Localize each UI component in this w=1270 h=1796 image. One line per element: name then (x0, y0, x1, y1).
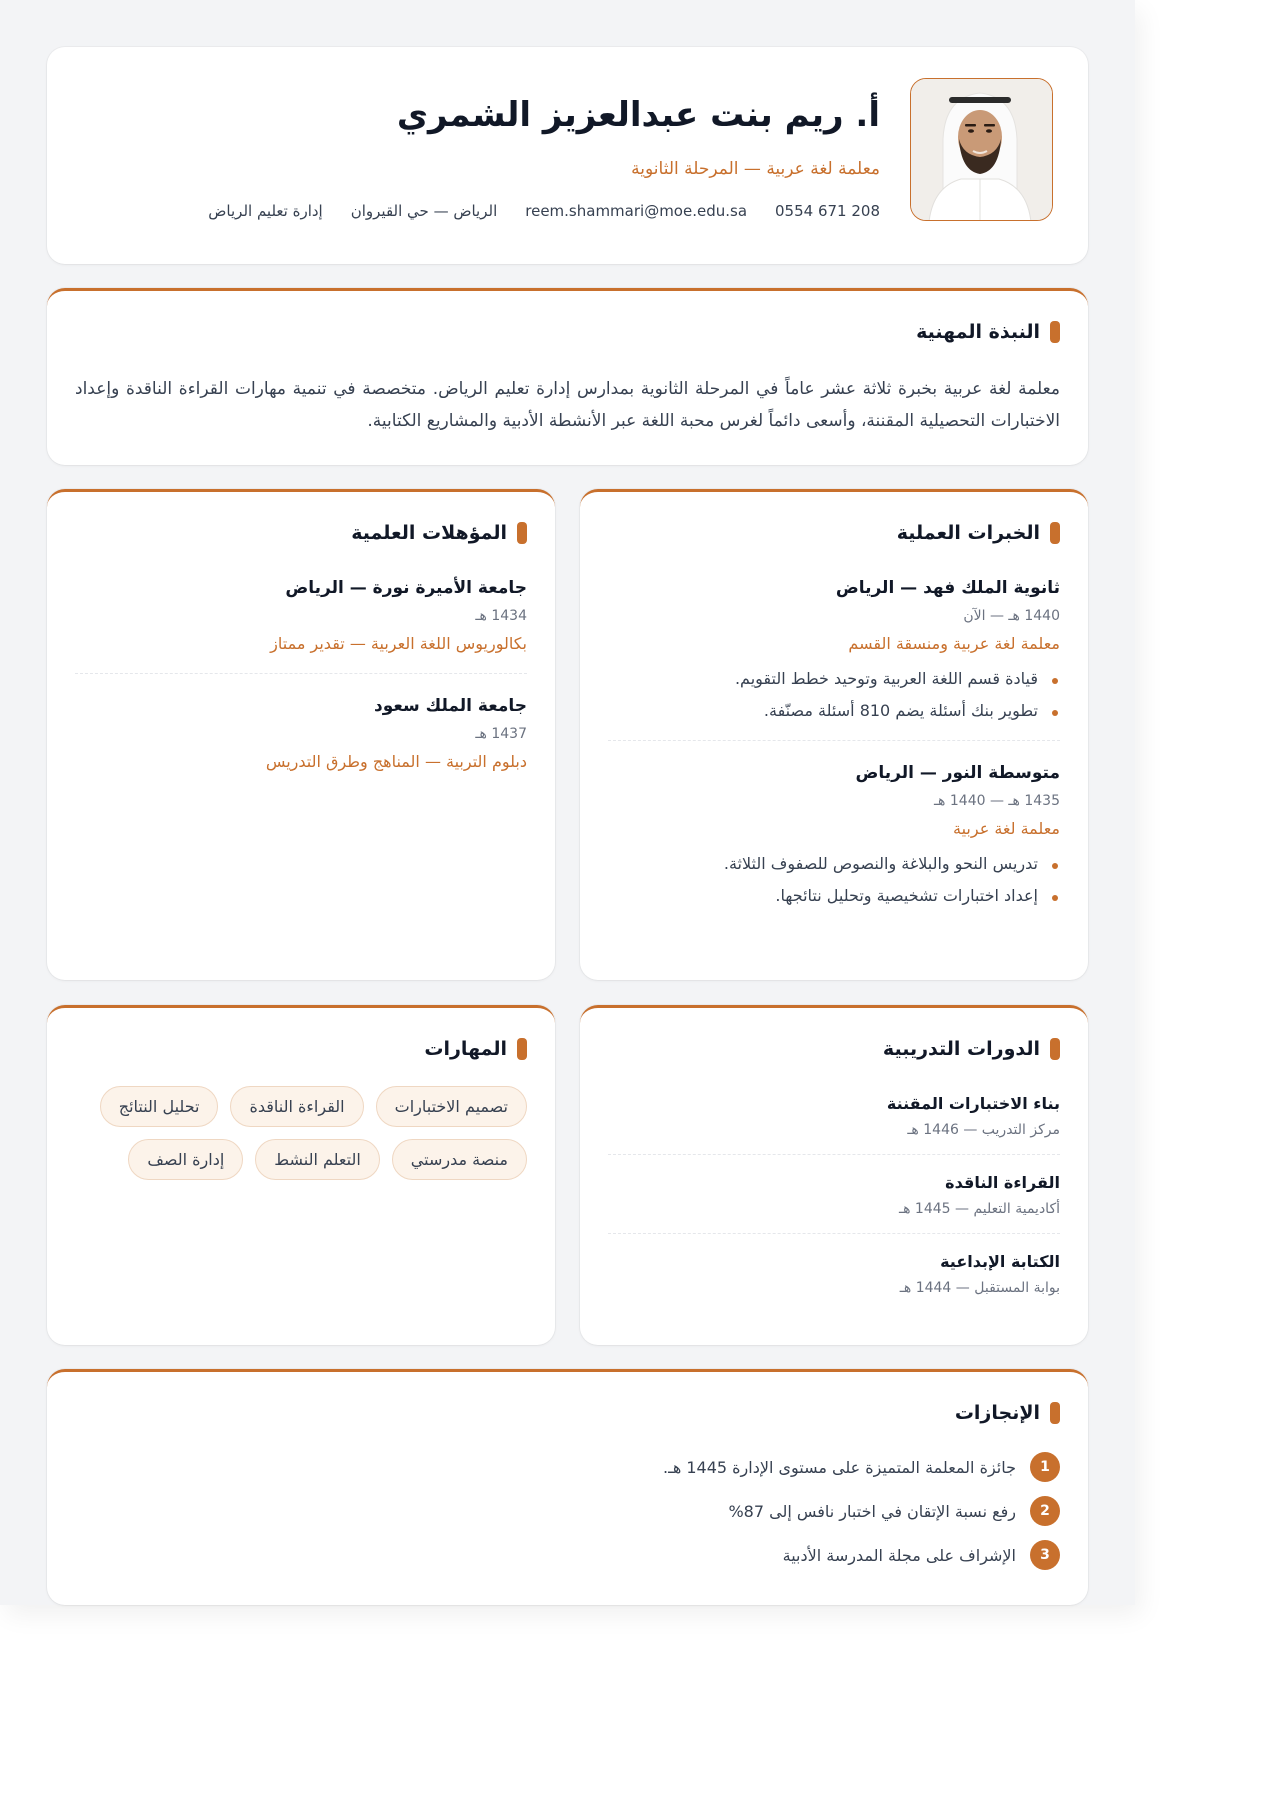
work-role: معلمة لغة عربية ومنسقة القسم (848, 634, 1060, 653)
achievement-text: جائزة المعلمة المتميزة على مستوى الإدارة 1445 هـ. (663, 1457, 1016, 1477)
section-title (424, 1038, 527, 1060)
summary-card (47, 288, 1088, 465)
skills-card (47, 1005, 555, 1345)
achievement-text: رفع نسبة الإتقان في اختبار نافس إلى 87% (728, 1501, 1016, 1521)
education-card (47, 489, 555, 980)
person-name: أ. ريم بنت عبدالعزيز الشمري (396, 95, 880, 135)
achievement-list (75, 1452, 1060, 1584)
work-role: معلمة لغة عربية (953, 819, 1060, 838)
duty-item: تطوير بنك أسئلة يضم 810 أسئلة مصنّفة. (608, 701, 1038, 720)
achievement-text: الإشراف على مجلة المدرسة الأدبية (782, 1545, 1016, 1565)
skill-chip: تصميم الاختبارات (376, 1086, 527, 1127)
duty-list (608, 854, 1060, 905)
experience-item (608, 578, 1060, 741)
course-title: بناء الاختبارات المقننة (886, 1094, 1060, 1113)
degree-name: دبلوم التربية — المناهج وطرق التدريس (265, 752, 527, 771)
job-title: معلمة لغة عربية — المرحلة الثانوية (631, 159, 880, 179)
section-title (955, 1402, 1060, 1424)
course-meta: أكاديمية التعليم — 1445 هـ (898, 1201, 1060, 1217)
portrait-photo-icon (910, 79, 1052, 221)
achievement-item (75, 1496, 1060, 1526)
office-text: إدارة تعليم الرياض (208, 202, 323, 220)
work-date: 1440 هـ — الآن (963, 608, 1060, 624)
work-date: 1435 هـ — 1440 هـ (933, 793, 1060, 809)
summary-text: معلمة لغة عربية بخبرة ثلاثة عشر عاماً في المرحلة الثانوية بمدارس إدارة تعليم الرياض. متخصصة في تنمية مهارات القراءة الناقدة وإعداد الاختبارات التحصيلية المقننة، وأسعى دائماً لغرس محبة اللغة عبر الأنشطة الأدبية والمشاريع الكتابية. (75, 379, 1060, 431)
contact-row (208, 202, 880, 220)
section-marker-icon (1050, 1038, 1060, 1060)
section-title (897, 522, 1060, 544)
section-title (883, 1038, 1060, 1060)
course-item (608, 1173, 1060, 1234)
education-item (75, 696, 527, 791)
training-heading: الدورات التدريبية (882, 1038, 1040, 1060)
course-item (608, 1094, 1060, 1155)
university-name: جامعة الملك سعود (374, 696, 527, 716)
summary-heading: النبذة المهنية (916, 321, 1040, 343)
education-heading: المؤهلات العلمية (351, 522, 507, 544)
achievement-number: 3 (1030, 1540, 1060, 1570)
section-title (916, 321, 1060, 343)
achievement-item (75, 1452, 1060, 1482)
duty-item: قيادة قسم اللغة العربية وتوحيد خطط التقويم. (608, 669, 1038, 688)
training-card (580, 1005, 1088, 1345)
section-marker-icon (1050, 1402, 1060, 1424)
profile-header-card (47, 47, 1088, 264)
achievement-number: 1 (1030, 1452, 1060, 1482)
experience-heading: الخبرات العملية (896, 522, 1040, 544)
course-meta: بوابة المستقبل — 1444 هـ (899, 1280, 1060, 1296)
experience-item (608, 763, 1060, 925)
skill-chip: القراءة الناقدة (230, 1086, 363, 1127)
workplace-name: ثانوية الملك فهد — الرياض (835, 578, 1060, 598)
skills-heading: المهارات (424, 1038, 507, 1060)
course-title: القراءة الناقدة (945, 1173, 1060, 1192)
workplace-name: متوسطة النور — الرياض (855, 763, 1060, 783)
education-item (75, 578, 527, 674)
duty-item: تدريس النحو والبلاغة والنصوص للصفوف الثلاثة. (608, 854, 1038, 873)
experience-list (608, 578, 1060, 925)
experience-card (580, 489, 1088, 980)
graduation-date: 1434 هـ (475, 608, 527, 624)
skill-chip: التعلم النشط (255, 1139, 380, 1180)
avatar (910, 78, 1053, 221)
achievement-number: 2 (1030, 1496, 1060, 1526)
course-list (608, 1094, 1060, 1312)
achievements-heading: الإنجازات (954, 1402, 1040, 1424)
degree-name: بكالوريوس اللغة العربية — تقدير ممتاز (270, 634, 527, 653)
achievements-card (47, 1369, 1088, 1605)
section-marker-icon (1050, 321, 1060, 343)
duty-item: إعداد اختبارات تشخيصية وتحليل نتائجها. (608, 886, 1038, 905)
section-marker-icon (517, 1038, 527, 1060)
achievement-item (75, 1540, 1060, 1570)
section-marker-icon (1050, 522, 1060, 544)
skill-chip: منصة مدرستي (392, 1139, 527, 1180)
location-text: الرياض — حي القيروان (350, 202, 498, 220)
course-meta: مركز التدريب — 1446 هـ (907, 1122, 1060, 1138)
education-list (75, 578, 527, 791)
phone-number[interactable]: 0554 671 208 (775, 202, 880, 220)
course-item (608, 1252, 1060, 1312)
course-title: الكتابة الإبداعية (940, 1252, 1060, 1271)
skill-chip-list (75, 1086, 527, 1180)
email-address[interactable]: reem.shammari@moe.edu.sa (525, 202, 748, 220)
section-marker-icon (517, 522, 527, 544)
skill-chip: إدارة الصف (128, 1139, 243, 1180)
graduation-date: 1437 هـ (475, 726, 527, 742)
skill-chip: تحليل النتائج (100, 1086, 219, 1127)
section-title (351, 522, 527, 544)
university-name: جامعة الأميرة نورة — الرياض (285, 578, 527, 598)
duty-list (608, 669, 1060, 720)
